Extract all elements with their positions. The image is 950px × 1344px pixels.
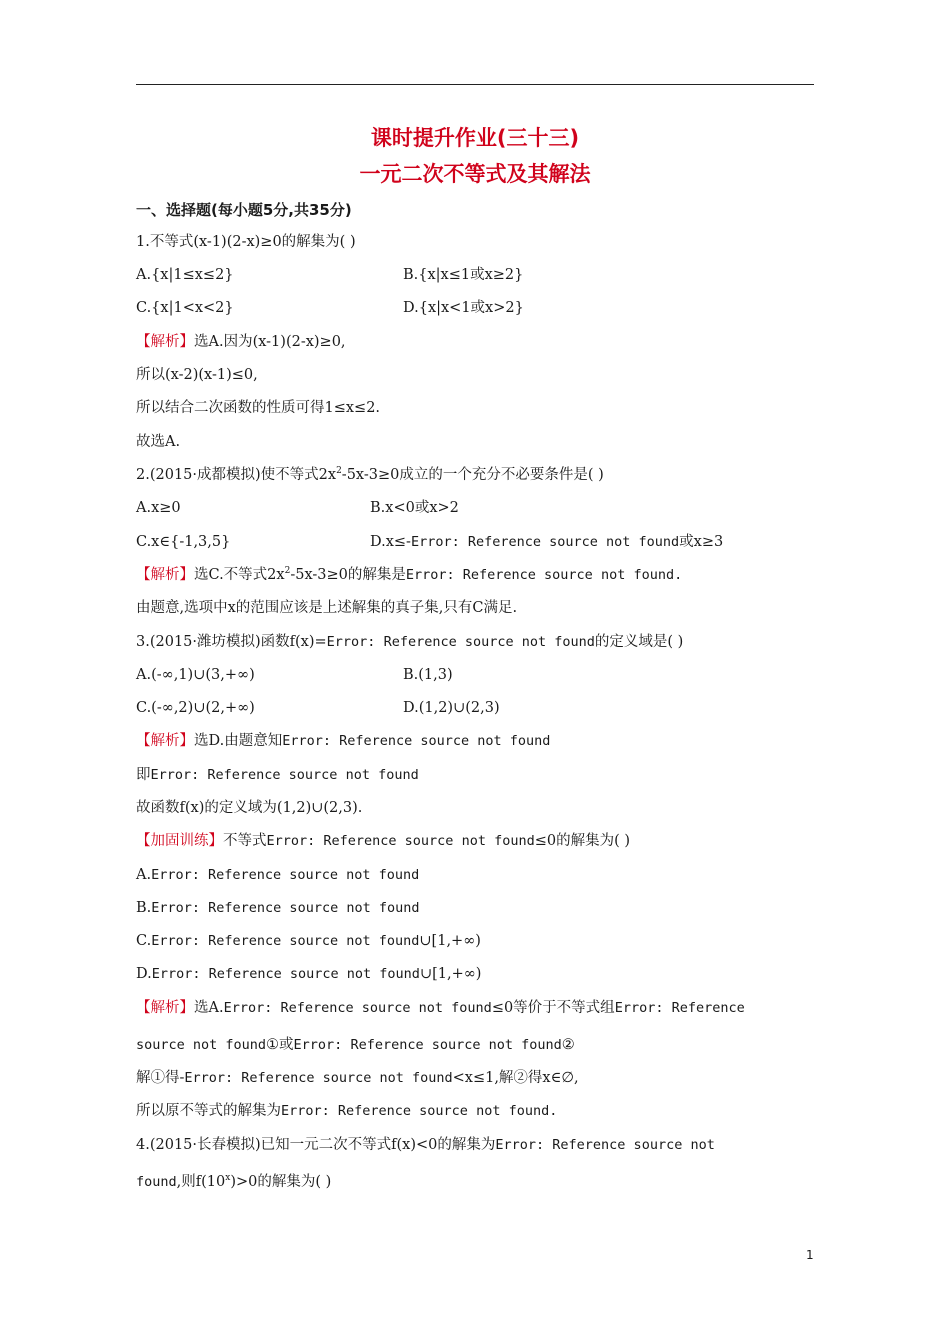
q3-solution-1: 【解析】选D.由题意知Error: Reference source not found [136,733,551,749]
reinforcement-option-d: D.Error: Reference source not found∪[1,+∞) [136,966,482,982]
q2-option-c: C.x∈{-1,3,5} [136,534,231,550]
q2-solution-1: 【解析】选C.不等式$2x^2-5x-3\ge 0$的解集是Error: Reference source not found. [136,566,683,583]
reinforcement-tag: 【加固训练】 [136,833,223,849]
reinforcement-solution-3: 解①得-Error: Reference source not found<x≤1,解②得x∈∅, [136,1070,579,1086]
q1-solution-3: 所以结合二次函数的性质可得1≤x≤2. [136,400,381,416]
q3-option-d: D.(1,2)∪(2,3) [403,700,500,716]
q1-option-c: C.{x|1<x<2} [136,300,234,316]
reinforcement-option-b: B.Error: Reference source not found [136,900,420,916]
q2-solution-2: 由题意,选项中x的范围应该是上述解集的真子集,只有C满足. [136,600,518,616]
header-rule [136,84,814,85]
q1-solution-2: 所以(x-2)(x-1)≤0, [136,367,258,383]
solution-tag: 【解析】 [136,1000,194,1016]
q3-solution-2: 即Error: Reference source not found [136,767,419,783]
q1-option-b: B.{x|x≤1或x≥2} [403,267,524,283]
question-4-cont: found,则$f(10^x)>0$的解集为( ) [136,1173,332,1190]
solution-tag: 【解析】 [136,567,194,583]
reinforcement-solution-1: 【解析】选A.Error: Reference source not found≤0等价于不等式组Error: Reference [136,1000,745,1016]
q1-option-a: A.{x|1≤x≤2} [136,267,234,283]
page-number: 1 [806,1248,814,1262]
reinforcement-option-a: A.Error: Reference source not found [136,867,420,883]
reinforcement-solution-4: 所以原不等式的解集为Error: Reference source not found. [136,1103,558,1119]
question-3: 3.(2015·潍坊模拟)函数f(x)=Error: Reference source not found的定义域是( ) [136,634,684,650]
q3-option-c: C.(-∞,2)∪(2,+∞) [136,700,255,716]
reinforcement-option-c: C.Error: Reference source not found∪[1,+∞) [136,933,481,949]
q2-option-b: B.x<0或x>2 [370,500,459,516]
q3-option-a: A.(-∞,1)∪(3,+∞) [136,667,255,683]
reinforcement-solution-2: source not found①或Error: Reference source not found② [136,1037,575,1053]
question-4: 4.(2015·长春模拟)已知一元二次不等式f(x)<0的解集为Error: Reference source not [136,1137,715,1153]
question-2: 2.(2015·成都模拟)使不等式$2x^2-5x-3\ge 0$成立的一个充分不必要条件是( ) [136,466,604,483]
reinforcement-question: 【加固训练】不等式Error: Reference source not found≤0的解集为( ) [136,833,631,849]
q3-option-b: B.(1,3) [403,667,453,683]
section-heading: 一、选择题(每小题5分,共35分) [136,201,352,219]
page-subtitle: 一元二次不等式及其解法 [359,162,591,186]
q1-solution-1: 【解析】选A.因为(x-1)(2-x)≥0, [136,334,346,350]
solution-tag: 【解析】 [136,733,194,749]
solution-tag: 【解析】 [136,334,194,350]
q2-option-a: A.x≥0 [136,500,181,516]
q1-option-d: D.{x|x<1或x>2} [403,300,524,316]
question-1: 1.不等式(x-1)(2-x)≥0的解集为( ) [136,234,356,250]
q3-solution-3: 故函数f(x)的定义域为(1,2)∪(2,3). [136,800,363,816]
q2-option-d: D.x≤-Error: Reference source not found或x≥3 [370,534,724,550]
page-title: 课时提升作业(三十三) [370,126,580,150]
q1-solution-4: 故选A. [136,434,181,450]
